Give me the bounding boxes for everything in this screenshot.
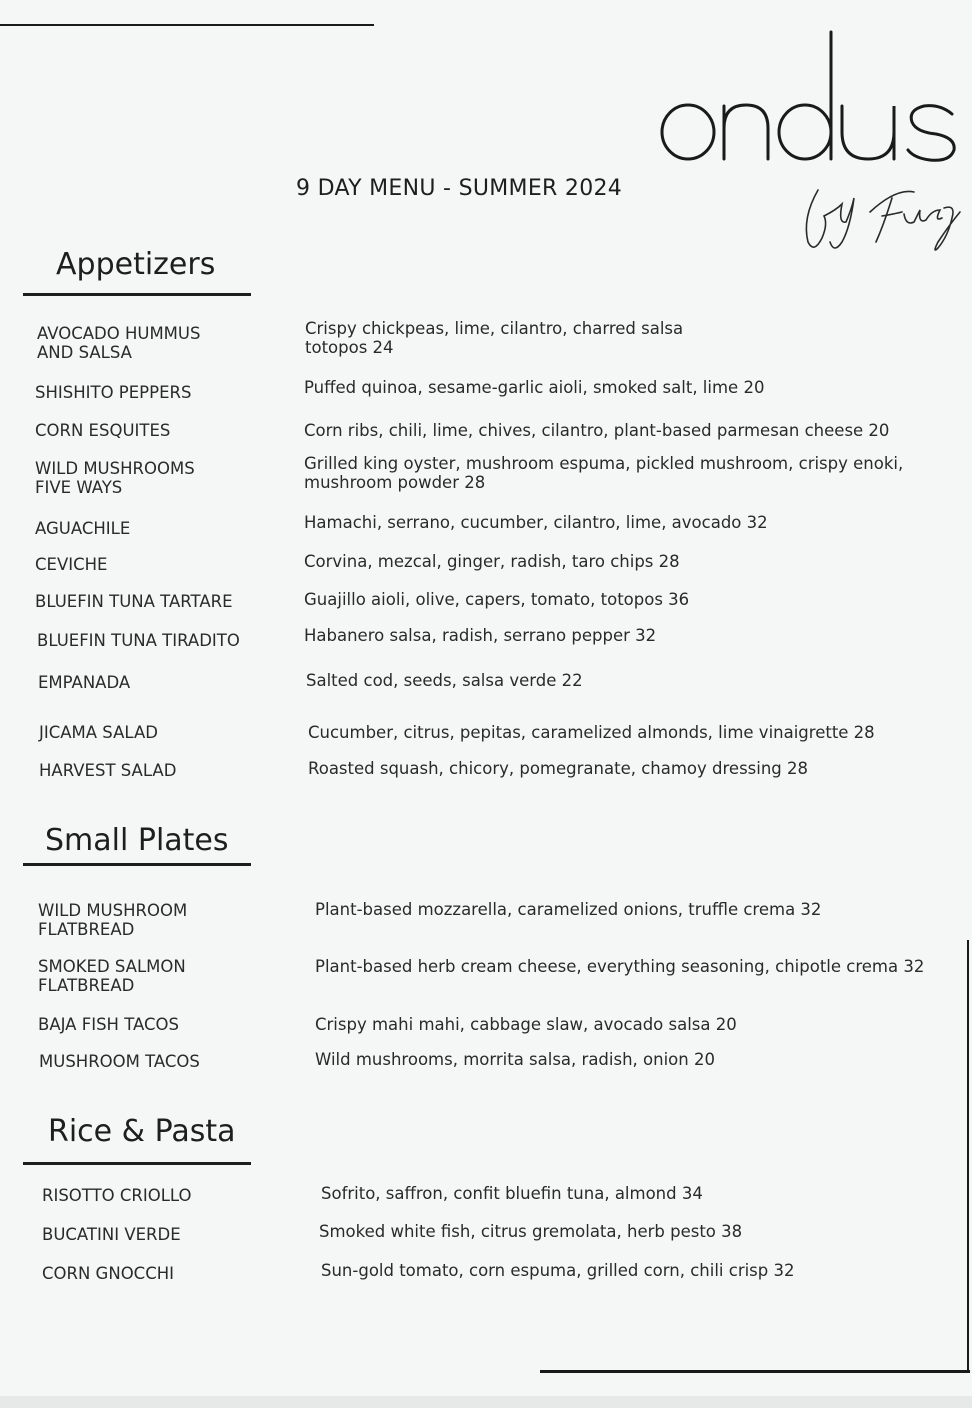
menu-item-description: Puffed quinoa, sesame-garlic aioli, smoked salt, lime 20: [304, 378, 765, 397]
menu-item-name: JICAMA SALAD: [39, 723, 158, 742]
menu-item-description: Habanero salsa, radish, serrano pepper 32: [304, 626, 657, 645]
menu-item-description: Corvina, mezcal, ginger, radish, taro chips 28: [304, 552, 680, 571]
menu-item-description: Grilled king oyster, mushroom espuma, pickled mushroom, crispy enoki, mushroom powder 28: [304, 454, 904, 492]
menu-item-description: Salted cod, seeds, salsa verde 22: [306, 671, 583, 690]
menu-item-description: Sun-gold tomato, corn espuma, grilled corn, chili crisp 32: [321, 1261, 795, 1280]
menu-item-name: AVOCADO HUMMUS AND SALSA: [37, 324, 201, 362]
menu-item-description: Cucumber, citrus, pepitas, caramelized almonds, lime vinaigrette 28: [308, 723, 875, 742]
menu-item-name: AGUACHILE: [35, 519, 131, 538]
menu-item-name: WILD MUSHROOM FLATBREAD: [38, 901, 188, 939]
menu-item-description: Crispy mahi mahi, cabbage slaw, avocado salsa 20: [315, 1015, 737, 1034]
menu-item-name: WILD MUSHROOMS FIVE WAYS: [35, 459, 195, 497]
menu-item-description: Guajillo aioli, olive, capers, tomato, totopos 36: [304, 590, 690, 609]
section-rule-appetizers: [23, 293, 251, 296]
menu-item-name: CORN ESQUITES: [35, 421, 171, 440]
menu-title: 9 DAY MENU - SUMMER 2024: [296, 176, 623, 201]
menu-item-name: BUCATINI VERDE: [42, 1225, 181, 1244]
menu-item-name: EMPANADA: [38, 673, 131, 692]
menu-item-name: RISOTTO CRIOLLO: [42, 1186, 192, 1205]
menu-item-description: Wild mushrooms, morrita salsa, radish, onion 20: [315, 1050, 715, 1069]
menu-item-description: Hamachi, serrano, cucumber, cilantro, lime, avocado 32: [304, 513, 768, 532]
menu-item-description: Plant-based herb cream cheese, everything seasoning, chipotle crema 32: [315, 957, 925, 976]
right-border-rule: [967, 940, 969, 1372]
menu-item-name: BLUEFIN TUNA TIRADITO: [37, 631, 240, 650]
menu-item-name: SHISHITO PEPPERS: [35, 383, 192, 402]
section-title-rice-pasta: Rice & Pasta: [48, 1114, 236, 1149]
page-bottom-strip: [0, 1396, 972, 1408]
top-border-rule: [0, 24, 374, 26]
section-title-appetizers: Appetizers: [56, 247, 216, 282]
menu-item-name: SMOKED SALMON FLATBREAD: [38, 957, 186, 995]
section-title-small-plates: Small Plates: [45, 823, 229, 858]
menu-item-description: Roasted squash, chicory, pomegranate, chamoy dressing 28: [308, 759, 809, 778]
menu-item-description: Plant-based mozzarella, caramelized onions, truffle crema 32: [315, 900, 822, 919]
menu-item-description: Corn ribs, chili, lime, chives, cilantro, plant-based parmesan cheese 20: [304, 421, 890, 440]
menu-item-name: BAJA FISH TACOS: [38, 1015, 179, 1034]
menu-item-description: Smoked white fish, citrus gremolata, herb pesto 38: [319, 1222, 743, 1241]
section-rule-small-plates: [23, 863, 251, 866]
bottom-border-rule: [540, 1370, 970, 1373]
menu-item-description: Crispy chickpeas, lime, cilantro, charred salsa totopos 24: [305, 319, 684, 357]
menu-item-name: CORN GNOCCHI: [42, 1264, 174, 1283]
menu-item-name: HARVEST SALAD: [39, 761, 177, 780]
section-rule-rice-pasta: [23, 1162, 251, 1165]
menu-item-name: MUSHROOM TACOS: [39, 1052, 200, 1071]
ondas-by-fuego-logo: [652, 28, 964, 254]
menu-item-description: Sofrito, saffron, confit bluefin tuna, almond 34: [321, 1184, 703, 1203]
menu-item-name: BLUEFIN TUNA TARTARE: [35, 592, 233, 611]
menu-item-name: CEVICHE: [35, 555, 108, 574]
